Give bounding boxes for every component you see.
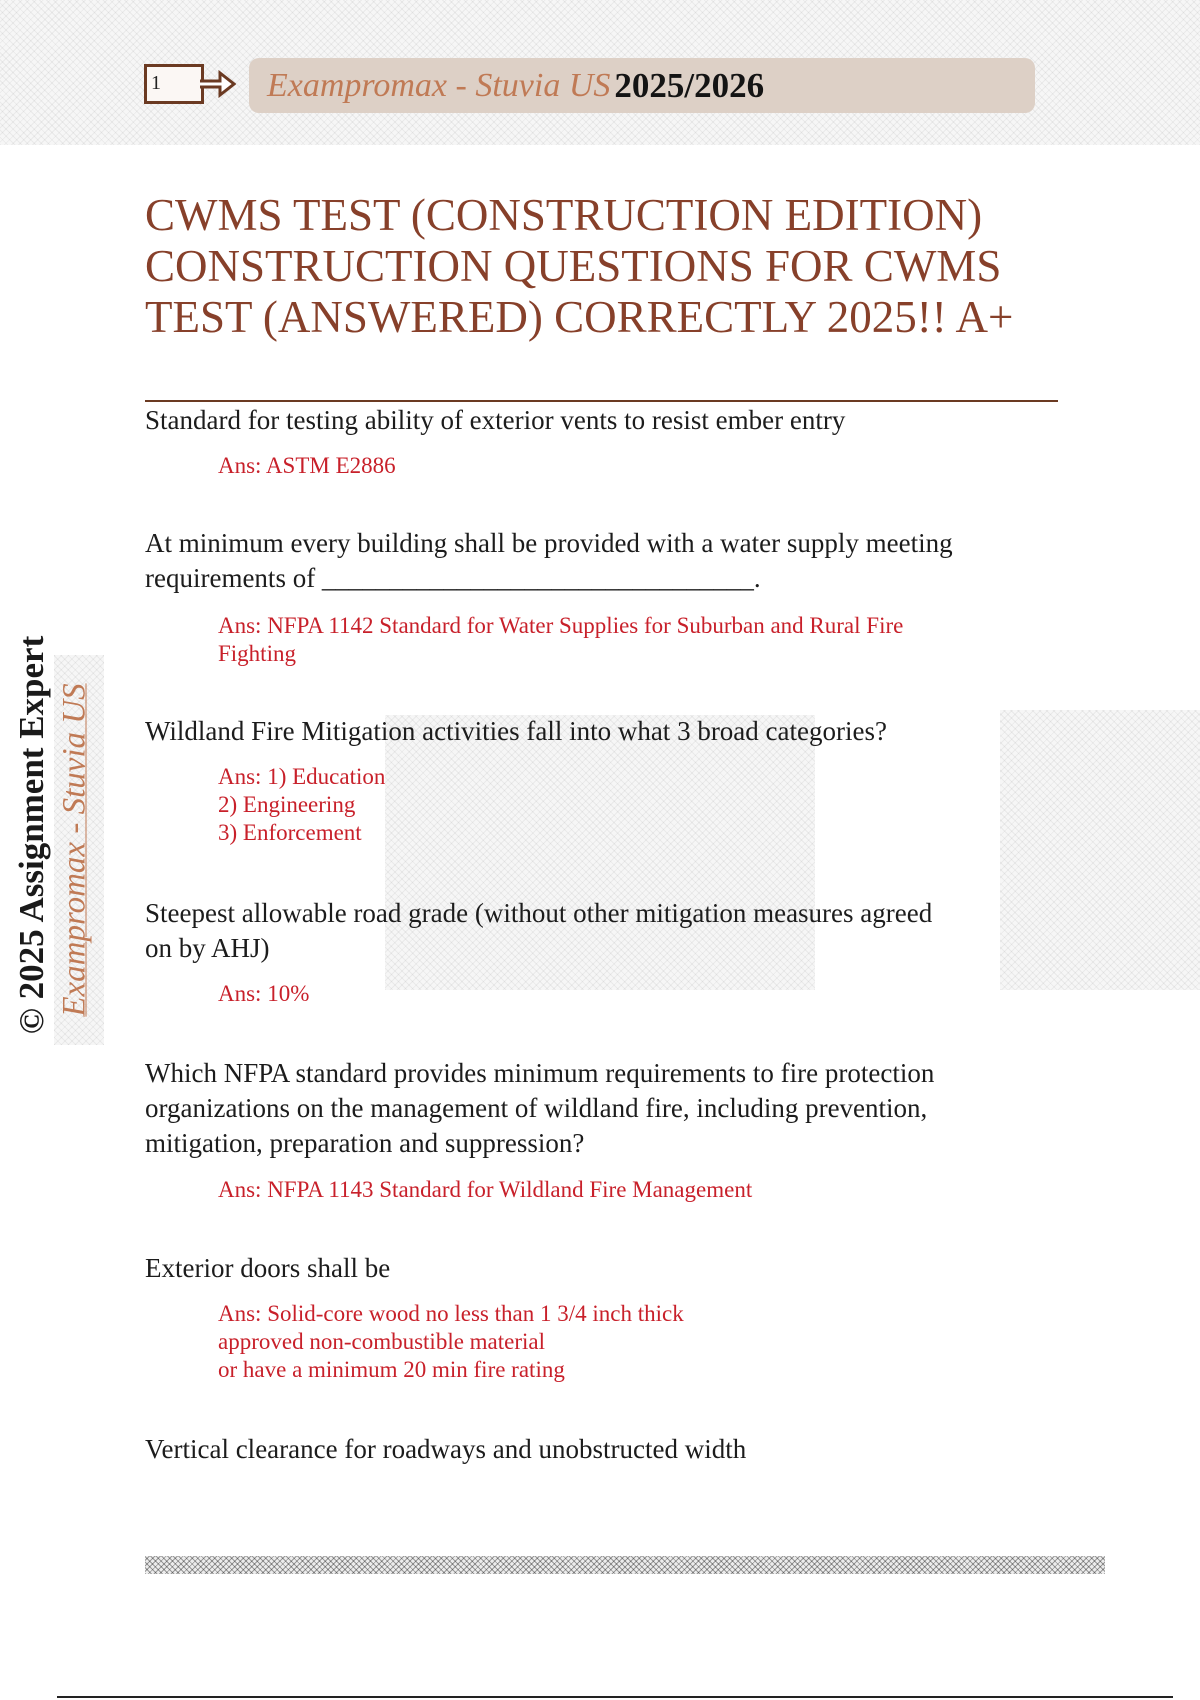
answer-4 bbox=[218, 980, 309, 1008]
header-brand: Exampromax - Stuvia US bbox=[267, 66, 611, 104]
question-line: requirements of ________________________________. bbox=[145, 563, 761, 593]
question-6: Exterior doors shall be bbox=[145, 1253, 391, 1283]
answer-line: approved non-combustible material bbox=[218, 1329, 546, 1354]
answer-line: 3) Enforcement bbox=[218, 820, 362, 845]
answer-line: Ans: ASTM E2886 bbox=[218, 453, 396, 478]
answer-line: 2) Engineering bbox=[218, 792, 356, 817]
answer-line: or have a minimum 20 min fire rating bbox=[218, 1357, 565, 1382]
title-underline bbox=[145, 400, 1058, 402]
page-number-box bbox=[144, 64, 204, 104]
side-watermark-copyright: © 2025 Assignment Expert bbox=[12, 635, 51, 1035]
question-line: At minimum every building shall be provided with a water supply meeting bbox=[145, 528, 953, 558]
answer-line: Ans: NFPA 1142 Standard for Water Supplies for Suburban and Rural Fire bbox=[218, 613, 904, 638]
question-line: on by AHJ) bbox=[145, 933, 270, 963]
answer-line: Ans: NFPA 1143 Standard for Wildland Fire Management bbox=[218, 1177, 753, 1202]
answer-3 bbox=[218, 763, 385, 847]
hatch-patch-right bbox=[1000, 710, 1200, 990]
footer-hatch-divider bbox=[145, 1556, 1105, 1574]
page-number: 1 bbox=[151, 72, 161, 94]
answer-6 bbox=[218, 1300, 684, 1384]
answer-line: Ans: 1) Education bbox=[218, 764, 386, 789]
answer-line: Ans: 10% bbox=[218, 981, 310, 1006]
footer-rule bbox=[57, 1696, 1173, 1698]
answer-2 bbox=[218, 612, 903, 668]
answer-5 bbox=[218, 1176, 752, 1204]
answer-line: Ans: Solid-core wood no less than 1 3/4 inch thick bbox=[218, 1301, 684, 1326]
question-line: Which NFPA standard provides minimum requirements to fire protection bbox=[145, 1058, 935, 1088]
question-4 bbox=[145, 896, 932, 966]
question-1: Standard for testing ability of exterior vents to resist ember entry bbox=[145, 405, 846, 435]
question-3: Wildland Fire Mitigation activities fall into what 3 broad categories? bbox=[145, 716, 887, 746]
question-2 bbox=[145, 526, 953, 596]
question-line: mitigation, preparation and suppression? bbox=[145, 1128, 585, 1158]
answer-line: Fighting bbox=[218, 641, 296, 666]
question-5 bbox=[145, 1056, 934, 1161]
header-bar bbox=[249, 58, 1035, 113]
side-watermark-brand: Exampromax - Stuvia US bbox=[56, 683, 93, 1017]
question-line: organizations on the management of wildland fire, including prevention, bbox=[145, 1093, 928, 1123]
answer-1 bbox=[218, 452, 396, 480]
question-7: Vertical clearance for roadways and unobstructed width bbox=[145, 1434, 747, 1464]
question-line: Steepest allowable road grade (without other mitigation measures agreed bbox=[145, 898, 933, 928]
header-year: 2025/2026 bbox=[614, 65, 765, 105]
document-title: CWMS TEST (CONSTRUCTION EDITION) CONSTRUCTION QUESTIONS FOR CWMS TEST (ANSWERED) CORRECTLY 2025!! A+ bbox=[145, 190, 1014, 342]
arrow-right-icon bbox=[200, 70, 236, 98]
